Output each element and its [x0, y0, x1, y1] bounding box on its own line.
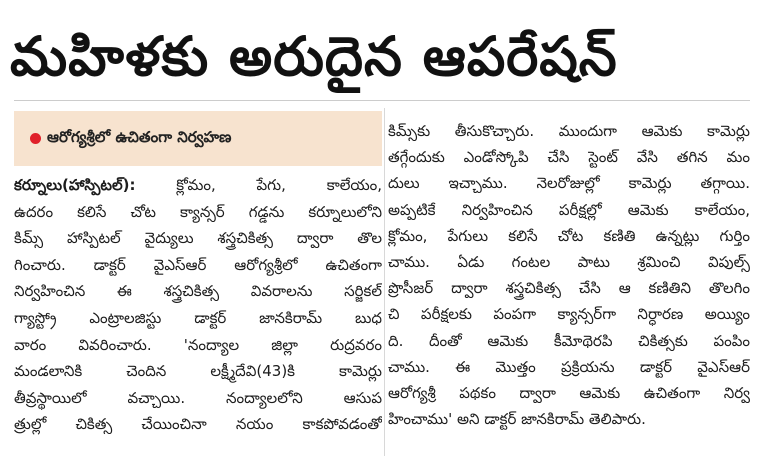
- body-line: వారం వివరించారు. 'నంద్యాల జిల్లా రుద్రవరం: [14, 335, 382, 354]
- left-column: [14, 172, 382, 438]
- body-line: ది. దీంతో ఆమెకు కీమోథెరపి చికిత్సకు పంపిం: [388, 331, 750, 350]
- red-dot-icon: [30, 133, 41, 144]
- body-line: ఉదరం కలిసే చోట క్యాన్సర్ గడ్డను కర్నూలులోని: [14, 202, 382, 221]
- body-line: గించారు. డాక్టర్ వైఎస్ఆర్ ఆరోగ్యశ్రీలో ఉచితంగా: [14, 255, 382, 274]
- right-column: [388, 118, 750, 432]
- body-line: తీవ్రస్థాయిలో వచ్చాయి. నంద్యాలలోని ఆసుప: [14, 388, 382, 407]
- subheading-box: [14, 111, 382, 166]
- body-line: చాము. ఈ మొత్తం ప్రక్రియను డాక్టర్ వైఎస్ఆర్: [388, 357, 750, 376]
- body-line: క్లోమం, పేగులు కలిసే చోట కణితి ఉన్నట్లు గుర్తిం: [388, 226, 750, 245]
- column-divider: [384, 108, 385, 456]
- body-line: త్రుల్లో చికిత్స చేయించినా నయం కాకపోవడంతో: [14, 415, 382, 434]
- body-line: హించాము' అని డాక్టర్ జానకిరామ్ తెలిపారు.: [388, 410, 646, 429]
- body-line: కిమ్స్‌కు తీసుకొచ్చారు. ముందుగా ఆమెకు కామెర్లు: [388, 122, 750, 140]
- body-line: చాము. ఏడు గంటల పాటు శ్రమించి విపుల్స్: [388, 252, 750, 271]
- body-line: [14, 172, 382, 199]
- body-line: ఆరోగ్యశ్రీ పథకం ద్వారా ఆమెకు ఉచితంగా నిర్వ: [388, 383, 750, 402]
- body-line: నిర్వహించిన ఈ శస్త్రచికిత్స వివరాలను సర్జికల్: [14, 282, 382, 301]
- body-line: తగ్గేందుకు ఎండోస్కోపి చేసి స్టెంట్ వేసి తగిన మం: [388, 148, 750, 167]
- headline: మహిళకు అరుదైన ఆపరేషన్: [10, 25, 618, 88]
- header-divider: [14, 100, 750, 101]
- body-line: అప్పటికే నిర్వహించిన పరీక్షల్లో ఆమెకు కాలేయం,: [388, 200, 750, 219]
- body-line: గ్యాస్ట్రో ఎంట్రాలజిస్టు డాక్టర్ జానకిరామ్ బుధ: [14, 308, 382, 327]
- body-line: దులు ఇచ్చాము. నెలరోజుల్లో కామెర్లు తగ్గాయి.: [388, 174, 750, 193]
- body-text: క్లోమం, పేగు, కాలేయం,: [176, 176, 382, 194]
- dateline: కర్నూలు(హాస్పిటల్):: [14, 176, 136, 194]
- body-line: మండలానికి చెందిన లక్ష్మీదేవి(43)కి కామెర్లు: [14, 362, 382, 381]
- body-line: చి పరీక్షలకు పంపగా క్యాన్సర్‌గా నిర్ధారణ అయ్యిం: [388, 305, 750, 324]
- body-line: కిమ్స్ హాస్పిటల్ వైద్యులు శస్త్రచికిత్స ద్వారా తొల: [14, 229, 382, 248]
- body-line: ప్రొసీజర్ ద్వారా శస్త్రచికిత్స చేసి ఆ కణితిని తొలగిం: [388, 279, 750, 298]
- subheading: ఆరోగ్యశ్రీలో ఉచితంగా నిర్వహణ: [47, 127, 232, 146]
